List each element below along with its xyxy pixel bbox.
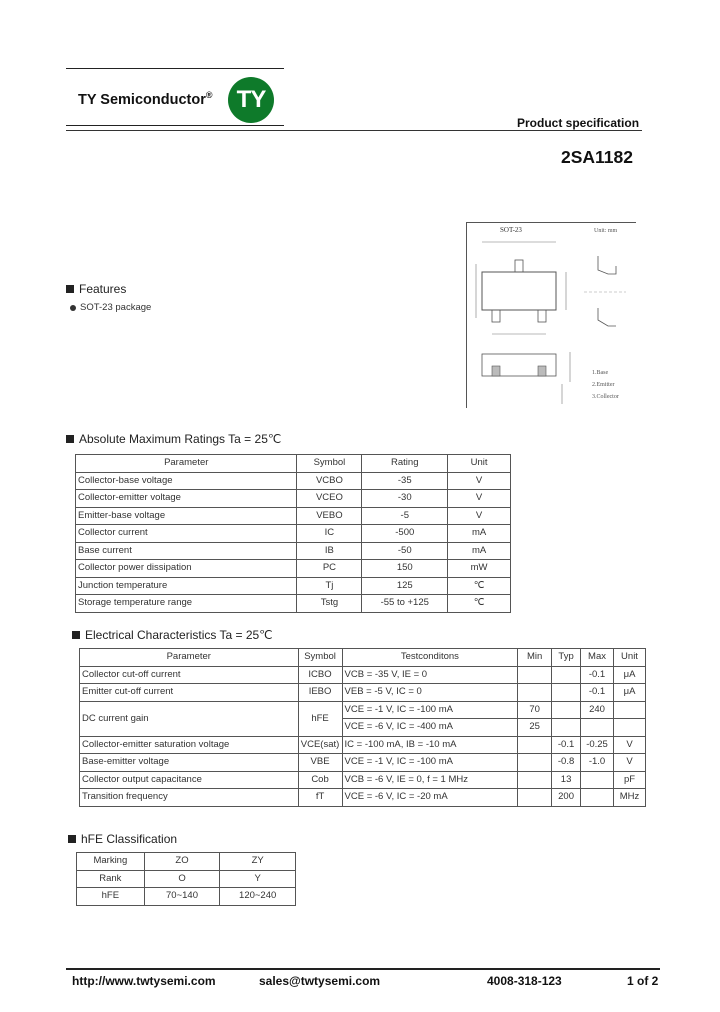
table-header-row <box>76 455 511 473</box>
table-row <box>76 577 511 595</box>
condition-cell: VCE = -1 V, IC = -100 mA <box>342 754 518 772</box>
unit-cell: V <box>448 472 511 490</box>
table-row <box>76 560 511 578</box>
rating-cell: 125 <box>362 577 448 595</box>
param-cell: Base current <box>76 542 297 560</box>
col-header: Min <box>518 649 552 667</box>
col-header: Symbol <box>298 649 342 667</box>
symbol-cell: VCE(sat) <box>298 736 342 754</box>
rating-cell: -50 <box>362 542 448 560</box>
unit-cell: mA <box>448 542 511 560</box>
package-name: SOT-23 <box>500 226 522 234</box>
package-body-top-view <box>482 272 556 310</box>
min-cell <box>518 771 552 789</box>
package-outline-svg <box>466 222 636 408</box>
rating-cell: -30 <box>362 490 448 508</box>
condition-cell: VCB = -6 V, IE = 0, f = 1 MHz <box>342 771 518 789</box>
unit-label: Unit: mm <box>594 228 618 234</box>
param-cell: Emitter-base voltage <box>76 507 297 525</box>
min-cell: 70 <box>518 701 552 719</box>
typ-cell: 13 <box>552 771 581 789</box>
col-header: Symbol <box>297 455 362 473</box>
min-cell <box>518 789 552 807</box>
unit-cell: μA <box>614 666 646 684</box>
condition-cell: VEB = -5 V, IC = 0 <box>342 684 518 702</box>
unit-cell: V <box>614 754 646 772</box>
unit-cell: V <box>448 507 511 525</box>
pin-1-bottom <box>492 310 500 322</box>
condition-cell: VCE = -6 V, IC = -20 mA <box>342 789 518 807</box>
symbol-cell: hFE <box>298 701 342 736</box>
col-header: Testconditons <box>342 649 518 667</box>
col-header: Unit <box>614 649 646 667</box>
row-header: Rank <box>77 870 145 888</box>
param-cell: Collector power dissipation <box>76 560 297 578</box>
param-cell: Storage temperature range <box>76 595 297 613</box>
max-cell: 240 <box>581 701 614 719</box>
side-profile <box>598 256 616 326</box>
param-cell: Transition frequency <box>80 789 299 807</box>
table-header-row <box>80 649 646 667</box>
typ-cell <box>552 684 581 702</box>
pin-label-2: 2.Emitter <box>592 382 615 388</box>
table-row <box>77 853 296 871</box>
param-cell: Junction temperature <box>76 577 297 595</box>
table-row <box>80 666 646 684</box>
elec-table <box>79 648 646 807</box>
typ-cell: -0.1 <box>552 736 581 754</box>
typ-cell: 200 <box>552 789 581 807</box>
max-cell: -0.1 <box>581 666 614 684</box>
hfe-cell: 120~240 <box>220 888 296 906</box>
footer-rule <box>66 968 660 970</box>
table-row <box>80 789 646 807</box>
param-cell: Emitter cut-off current <box>80 684 299 702</box>
pin-3-top <box>515 260 523 272</box>
typ-cell <box>552 719 581 737</box>
package-drawing <box>466 222 636 408</box>
max-cell <box>581 719 614 737</box>
unit-cell: μA <box>614 684 646 702</box>
param-cell: Collector output capacitance <box>80 771 299 789</box>
unit-cell: V <box>614 736 646 754</box>
unit-cell: pF <box>614 771 646 789</box>
table-row <box>80 684 646 702</box>
table-row <box>80 754 646 772</box>
company-name: TY Semiconductor® <box>78 90 213 108</box>
col-header: Rating <box>362 455 448 473</box>
hfe-title: hFE Classification <box>68 832 177 846</box>
symbol-cell: ICBO <box>298 666 342 684</box>
section-square-icon <box>66 435 74 443</box>
hfe-cell: 70~140 <box>144 888 220 906</box>
registered-mark: ® <box>205 90 213 100</box>
bullet-icon <box>70 305 76 311</box>
features-title: Features <box>66 282 126 296</box>
unit-cell: mW <box>448 560 511 578</box>
rating-cell: -5 <box>362 507 448 525</box>
rating-cell: -35 <box>362 472 448 490</box>
symbol-cell: Tj <box>297 577 362 595</box>
unit-cell: V <box>448 490 511 508</box>
table-row <box>77 888 296 906</box>
rating-cell: -500 <box>362 525 448 543</box>
condition-cell: VCB = -35 V, IE = 0 <box>342 666 518 684</box>
table-row <box>76 595 511 613</box>
typ-cell: -0.8 <box>552 754 581 772</box>
param-cell: DC current gain <box>80 701 299 736</box>
row-header: hFE <box>77 888 145 906</box>
min-cell <box>518 754 552 772</box>
min-cell: 25 <box>518 719 552 737</box>
unit-cell: MHz <box>614 789 646 807</box>
row-header: Marking <box>77 853 145 871</box>
hfe-table <box>76 852 296 906</box>
col-header: Unit <box>448 455 511 473</box>
table-row <box>80 771 646 789</box>
param-cell: Collector-emitter voltage <box>76 490 297 508</box>
param-cell: Collector current <box>76 525 297 543</box>
elec-title: Electrical Characteristics Ta = 25℃ <box>72 628 273 642</box>
table-row <box>77 870 296 888</box>
header-mid-rule <box>66 125 284 126</box>
symbol-cell: fT <box>298 789 342 807</box>
table-row <box>80 736 646 754</box>
max-cell <box>581 789 614 807</box>
unit-cell: ℃ <box>448 577 511 595</box>
abs-max-title: Absolute Maximum Ratings Ta = 25℃ <box>66 432 281 446</box>
condition-cell: VCE = -6 V, IC = -400 mA <box>342 719 518 737</box>
symbol-cell: VBE <box>298 754 342 772</box>
col-header: Parameter <box>80 649 299 667</box>
max-cell <box>581 771 614 789</box>
header-long-rule <box>66 130 642 131</box>
table-row <box>80 701 646 719</box>
email-link[interactable]: sales@twtysemi.com <box>259 974 381 988</box>
typ-cell <box>552 666 581 684</box>
condition-cell: IC = -100 mA, IB = -10 mA <box>342 736 518 754</box>
unit-cell <box>614 701 646 719</box>
symbol-cell: VCBO <box>297 472 362 490</box>
table-row <box>76 472 511 490</box>
param-cell: Base-emitter voltage <box>80 754 299 772</box>
section-square-icon <box>68 835 76 843</box>
condition-cell: VCE = -1 V, IC = -100 mA <box>342 701 518 719</box>
symbol-cell: Tstg <box>297 595 362 613</box>
pin-label-3: 3.Collector <box>592 394 619 400</box>
part-number: 2SA1182 <box>561 147 634 167</box>
col-header: Max <box>581 649 614 667</box>
abs-max-table <box>75 454 511 613</box>
max-cell: -0.1 <box>581 684 614 702</box>
max-cell: -0.25 <box>581 736 614 754</box>
symbol-cell: VCEO <box>297 490 362 508</box>
table-row <box>76 490 511 508</box>
table-row <box>76 507 511 525</box>
symbol-cell: IEBO <box>298 684 342 702</box>
page-number: 1 of 2 <box>627 974 659 988</box>
hfe-cell: ZO <box>144 853 220 871</box>
section-square-icon <box>72 631 80 639</box>
unit-cell <box>614 719 646 737</box>
rating-cell: -55 to +125 <box>362 595 448 613</box>
param-cell: Collector-base voltage <box>76 472 297 490</box>
hfe-cell: O <box>144 870 220 888</box>
max-cell: -1.0 <box>581 754 614 772</box>
unit-cell: mA <box>448 525 511 543</box>
symbol-cell: IC <box>297 525 362 543</box>
company-logo: TY <box>228 77 274 123</box>
table-row <box>76 525 511 543</box>
typ-cell <box>552 701 581 719</box>
param-cell: Collector-emitter saturation voltage <box>80 736 299 754</box>
symbol-cell: VEBO <box>297 507 362 525</box>
symbol-cell: IB <box>297 542 362 560</box>
symbol-cell: Cob <box>298 771 342 789</box>
param-cell: Collector cut-off current <box>80 666 299 684</box>
spec-label: Product specification <box>517 116 640 130</box>
min-cell <box>518 666 552 684</box>
rating-cell: 150 <box>362 560 448 578</box>
pin-label-1: 1.Base <box>592 370 609 376</box>
hfe-cell: Y <box>220 870 296 888</box>
website-link[interactable]: http://www.twtysemi.com <box>72 974 216 988</box>
unit-cell: ℃ <box>448 595 511 613</box>
col-header: Typ <box>552 649 581 667</box>
col-header: Parameter <box>76 455 297 473</box>
hfe-cell: ZY <box>220 853 296 871</box>
feature-item: SOT-23 package <box>70 302 151 313</box>
pin-2-bottom <box>538 310 546 322</box>
header-top-rule <box>66 68 284 69</box>
symbol-cell: PC <box>297 560 362 578</box>
phone-number: 4008-318-123 <box>487 974 562 988</box>
section-square-icon <box>66 285 74 293</box>
table-row <box>76 542 511 560</box>
min-cell <box>518 736 552 754</box>
min-cell <box>518 684 552 702</box>
